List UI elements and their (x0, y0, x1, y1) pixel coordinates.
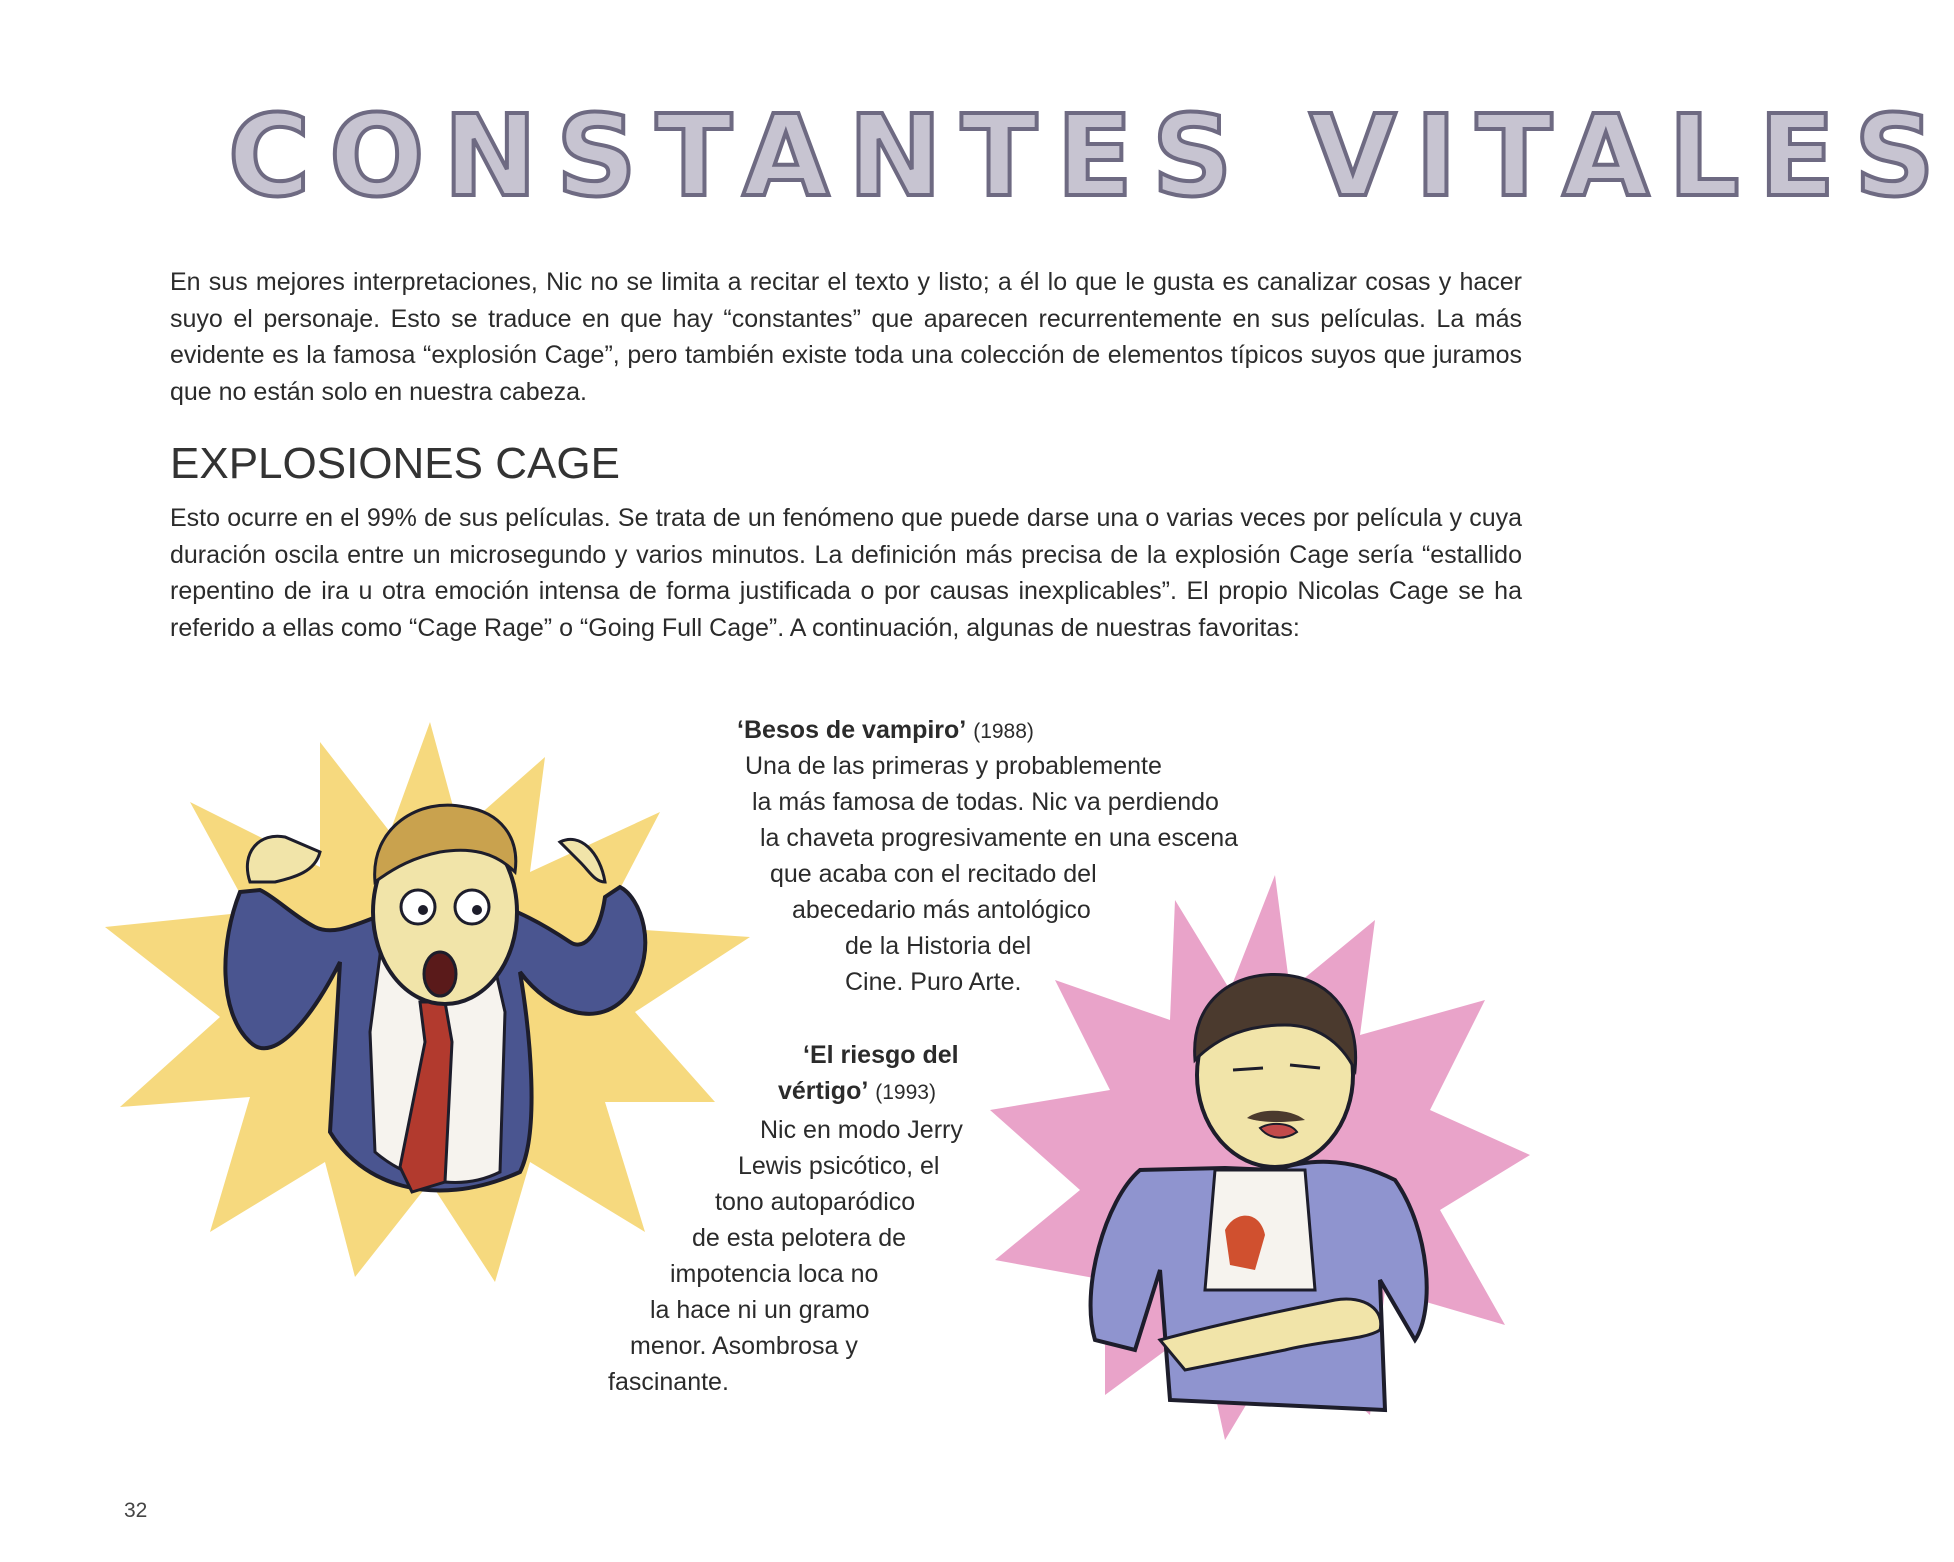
entry-2-line: menor. Asombrosa y (630, 1332, 858, 1360)
pink-burst-illustration (985, 870, 1535, 1445)
entry-1-line: la chaveta progresivamente en una escena (760, 824, 1239, 852)
entry-2-line: tono autoparódico (715, 1188, 916, 1216)
entry-1-line: Cine. Puro Arte. (845, 968, 1022, 996)
entry-1-line: la más famosa de todas. Nic va perdiendo (752, 788, 1219, 816)
yellow-burst-illustration (100, 712, 760, 1292)
entry-2-line: la hace ni un gramo (650, 1296, 870, 1324)
entry-1-year: (1988) (973, 720, 1034, 743)
page-title: CONSTANTES VITALES (228, 92, 1954, 222)
entry-2-line: impotencia loca no (670, 1260, 879, 1288)
page-number: 32 (124, 1499, 148, 1522)
entry-2-line: Lewis psicótico, el (738, 1152, 940, 1180)
entry-1-line: de la Historia del (845, 932, 1032, 960)
intro-paragraph: En sus mejores interpretaciones, Nic no se limita a recitar el texto y listo; a él lo que le gusta es canalizar cosas y hacer suyo el personaje. Esto se traduce en que hay “constantes” que aparecen recurrentemente en sus películas. La más evidente es la famosa “explosión Cage”, pero también existe toda una colección de elementos típicos suyos que juramos que no están solo en nuestra cabeza. (170, 268, 1522, 406)
entry-2-title-line-1: ‘El riesgo del (803, 1041, 959, 1069)
entry-1-line: que acaba con el recitado del (770, 860, 1097, 888)
entry-2-line: de esta pelotera de (692, 1224, 907, 1252)
entry-2-year: (1993) (875, 1081, 936, 1104)
section-paragraph: Esto ocurre en el 99% de sus películas. Se trata de un fenómeno que puede darse una o varias veces por película y cuya duración oscila entre un microsegundo y varios minutos. La definición más precisa de la explosión Cage sería “estallido repentino de ira u otra emoción intensa de forma justificada o por causas inexplicables”. El propio Nicolas Cage se ha referido a ellas como “Cage Rage” o “Going Full Cage”. A continuación, algunas de nuestras favoritas: (170, 504, 1522, 642)
entry-1-title: ‘Besos de vampiro’ (737, 716, 967, 744)
open-mouth (424, 952, 456, 996)
entry-1-heading (737, 712, 1034, 750)
entry-1-line: Una de las primeras y probablemente (745, 752, 1162, 780)
entry-2-title-line-2: vértigo’ (778, 1077, 869, 1105)
entry-2-line: Nic en modo Jerry (760, 1116, 963, 1144)
entry-1-line: abecedario más antológico (792, 896, 1091, 924)
section-heading: EXPLOSIONES CAGE (170, 439, 620, 488)
entry-2-heading (778, 1073, 936, 1111)
entry-2-line: fascinante. (608, 1368, 729, 1396)
